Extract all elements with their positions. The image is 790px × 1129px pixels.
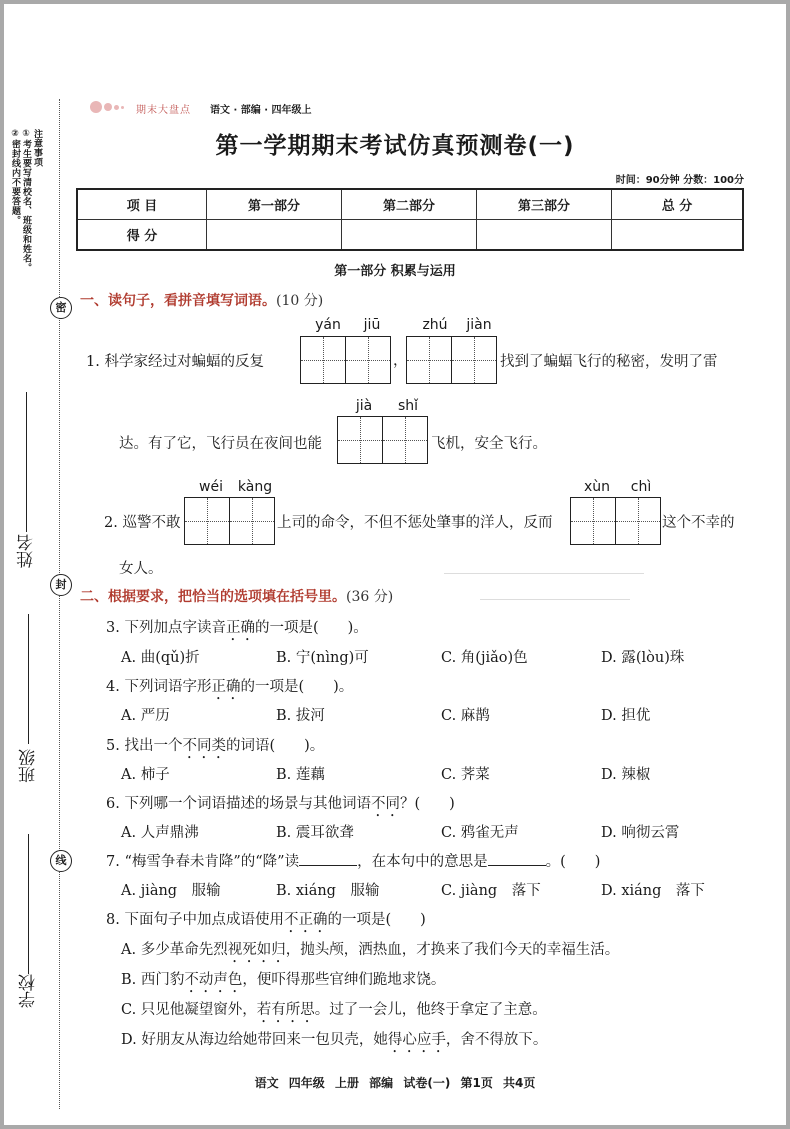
q2-text-after: 这个不幸的: [662, 515, 735, 531]
q8-d-text: D. 好朋友从海边给她带回来一包贝壳，她: [121, 1032, 388, 1048]
seal-dotted-line: [59, 99, 60, 1109]
pinyin: xùn: [583, 479, 611, 495]
page-title: 第一学期期末考试仿真预测卷(一): [215, 133, 575, 159]
q8-stem-dot: 不正确: [283, 912, 328, 928]
q7-blank-1[interactable]: [299, 851, 357, 866]
q3-stem: [106, 616, 368, 644]
pinyin: jiàn: [466, 317, 492, 333]
note-1: ①考生要写清校名、班级和姓名。: [21, 129, 31, 273]
q7-blank-2[interactable]: [488, 851, 546, 866]
q2-line2: 女人。: [119, 561, 163, 577]
q8-option-a: [121, 938, 619, 966]
brand-dots-icon: [90, 101, 124, 113]
score-table: [76, 188, 744, 251]
q4-option-a[interactable]: A. 严历: [121, 708, 170, 724]
faint-rule: [444, 573, 644, 574]
score-header-cell: 总 分: [612, 189, 744, 220]
q8-c-text: C. 只见他凝望窗外，: [121, 1002, 257, 1018]
page-footer: 语文 四年级 上册 部编 试卷(一) 第1页 共4页: [254, 1076, 536, 1090]
q8-d-idiom: 得心应手: [387, 1032, 446, 1048]
seal-mi-icon: 密: [50, 297, 72, 319]
q8-b-text: B. 西门豹: [121, 972, 185, 988]
q4-stem-a: 4. 下列词语字形: [106, 679, 212, 695]
seal-xian-icon: 线: [50, 850, 72, 872]
q1-text-before: 1. 科学家经过对蝙蝠的反复: [86, 354, 264, 370]
pinyin: jiū: [363, 317, 381, 333]
answer-box[interactable]: [300, 336, 391, 384]
q5-option-c[interactable]: C. 荠菜: [441, 767, 490, 783]
section2-title-text: 二、根据要求，把恰当的选项填在括号里。: [80, 589, 346, 605]
q3-stem-dot: 正确: [225, 620, 255, 636]
q6-option-d[interactable]: D. 响彻云霄: [601, 825, 680, 841]
q6-option-a[interactable]: A. 人声鼎沸: [121, 825, 199, 841]
q4-option-c[interactable]: C. 麻鹊: [441, 708, 490, 724]
name-field-line[interactable]: [26, 392, 27, 532]
class-field-line[interactable]: [28, 614, 29, 744]
score-cell[interactable]: [207, 220, 342, 251]
q6-option-b[interactable]: B. 震耳欲聋: [276, 825, 354, 841]
q5-option-a[interactable]: A. 柿子: [121, 767, 170, 783]
q8-a-rest: ，抛头颅，洒热血，才换来了我们今天的幸福生活。: [285, 942, 620, 958]
pinyin: zhú: [422, 317, 448, 333]
q7-stem-b: 。( ): [545, 854, 601, 870]
q2-text-before: 2. 巡警不敢: [104, 515, 181, 531]
q8-c-rest: 。过了一会儿，他终于拿定了主意。: [314, 1002, 547, 1018]
q1-line2-after: 飞机，安全飞行。: [431, 436, 547, 452]
q4-option-d[interactable]: D. 担优: [601, 708, 651, 724]
q3-stem-a: 3. 下列加点字读音: [106, 620, 226, 636]
answer-box[interactable]: [406, 336, 497, 384]
q1-text-after: 找到了蝙蝠飞行的秘密，发明了雷: [500, 354, 718, 370]
score-header-cell: 项 目: [77, 189, 207, 220]
seal-feng-icon: 封: [50, 574, 72, 596]
score-header-cell: 第二部分: [342, 189, 477, 220]
q3-option-b[interactable]: B. 宁(nìng)可: [276, 650, 369, 666]
exam-meta: 时间：90分钟 分数：100分: [615, 175, 744, 186]
score-cell[interactable]: [342, 220, 477, 251]
q8-stem: [106, 908, 426, 936]
score-value-row: [77, 220, 743, 251]
section1-points: (10 分): [276, 293, 324, 309]
q2-text-middle: 上司的命令，不但不惩处肇事的洋人，反而: [277, 515, 553, 531]
section1-title: [80, 290, 323, 310]
subject-label: 语文 · 部编 · 四年级上: [210, 105, 312, 116]
q5-stem-a: 5. 找出一个: [106, 738, 183, 754]
score-cell[interactable]: [612, 220, 744, 251]
q5-option-d[interactable]: D. 辣椒: [601, 767, 651, 783]
q4-option-b[interactable]: B. 拔河: [276, 708, 325, 724]
q5-stem-b: 的词语( )。: [225, 738, 325, 754]
q5-stem-dot: 不同类: [182, 738, 226, 754]
q7-option-b[interactable]: B. xiáng 服输: [276, 883, 380, 899]
notes-title: 注意事项: [32, 129, 42, 167]
answer-box[interactable]: [570, 497, 661, 545]
q7-option-a[interactable]: A. jiàng 服输: [121, 883, 221, 899]
section1-title-text: 一、读句子，看拼音填写词语。: [80, 293, 276, 309]
q7-stem-a: 7. “梅雪争春未肯降”的“降”读: [106, 854, 300, 870]
pinyin: wéi: [199, 479, 223, 495]
q8-stem-b: 的一项是( ): [327, 912, 426, 928]
pinyin: kàng: [237, 479, 273, 495]
q5-option-b[interactable]: B. 莲藕: [276, 767, 325, 783]
score-row-label: 得 分: [77, 220, 207, 251]
q8-b-idiom: 不动声色: [184, 972, 243, 988]
q8-option-d: [121, 1028, 547, 1056]
q7-stem: [106, 850, 600, 871]
q3-option-c[interactable]: C. 角(jiǎo)色: [441, 650, 528, 666]
pinyin: yán: [315, 317, 341, 333]
q3-stem-b: 的一项是( )。: [254, 620, 368, 636]
answer-box[interactable]: [337, 416, 428, 464]
q8-a-idiom: 视死如归: [227, 942, 286, 958]
section2-points: (36 分): [346, 589, 394, 605]
score-cell[interactable]: [477, 220, 612, 251]
q6-stem-dot: 不同: [370, 796, 400, 812]
q8-option-c: [121, 998, 547, 1026]
q3-option-a[interactable]: A. 曲(qǔ)折: [121, 650, 200, 666]
q8-stem-a: 8. 下面句子中加点成语使用: [106, 912, 284, 928]
q6-option-c[interactable]: C. 鸦雀无声: [441, 825, 519, 841]
part1-title: 第一部分 积累与运用: [334, 264, 456, 279]
answer-box[interactable]: [184, 497, 275, 545]
faint-rule: [480, 599, 630, 600]
q7-option-c[interactable]: C. jiàng 落下: [441, 883, 541, 899]
q4-stem: [106, 675, 353, 703]
q4-stem-b: 的一项是( )。: [240, 679, 354, 695]
q6-stem-a: 6. 下列哪一个词语描述的场景与其他词语: [106, 796, 371, 812]
score-header-row: [77, 189, 743, 220]
q6-stem: [106, 792, 455, 820]
q4-stem-dot: 正确: [211, 679, 241, 695]
name-label: 姓名: [17, 534, 37, 568]
section2-title: [80, 586, 393, 606]
pinyin: jià: [355, 398, 373, 414]
class-label: 班级: [19, 749, 39, 783]
q3-option-d[interactable]: D. 露(lòu)珠: [601, 650, 685, 666]
score-header-cell: 第三部分: [477, 189, 612, 220]
q1-line2-before: 达。有了它，飞行员在夜间也能: [119, 436, 322, 452]
q7-option-d[interactable]: D. xiáng 落下: [601, 883, 705, 899]
pinyin: chì: [630, 479, 652, 495]
brand-label: 期末大盘点: [136, 105, 191, 116]
q8-b-rest: ，便吓得那些官绅们跪地求饶。: [242, 972, 446, 988]
q8-c-idiom: 若有所思: [256, 1002, 315, 1018]
q8-option-b: [121, 968, 445, 996]
q1-comma: ，: [393, 353, 400, 369]
school-label: 学校: [19, 974, 39, 1008]
q5-stem: [106, 734, 324, 762]
pinyin: shǐ: [397, 398, 419, 414]
q6-stem-b: ？( ): [399, 796, 455, 812]
school-field-line[interactable]: [28, 834, 29, 974]
note-2: ②密封线内不要答题。: [10, 129, 20, 225]
q7-stem-mid: ，在本句中的意思是: [357, 854, 488, 870]
score-header-cell: 第一部分: [207, 189, 342, 220]
exam-page: [4, 4, 786, 1125]
q8-a-text: A. 多少革命先烈: [121, 942, 228, 958]
q8-d-rest: ，舍不得放下。: [445, 1032, 548, 1048]
